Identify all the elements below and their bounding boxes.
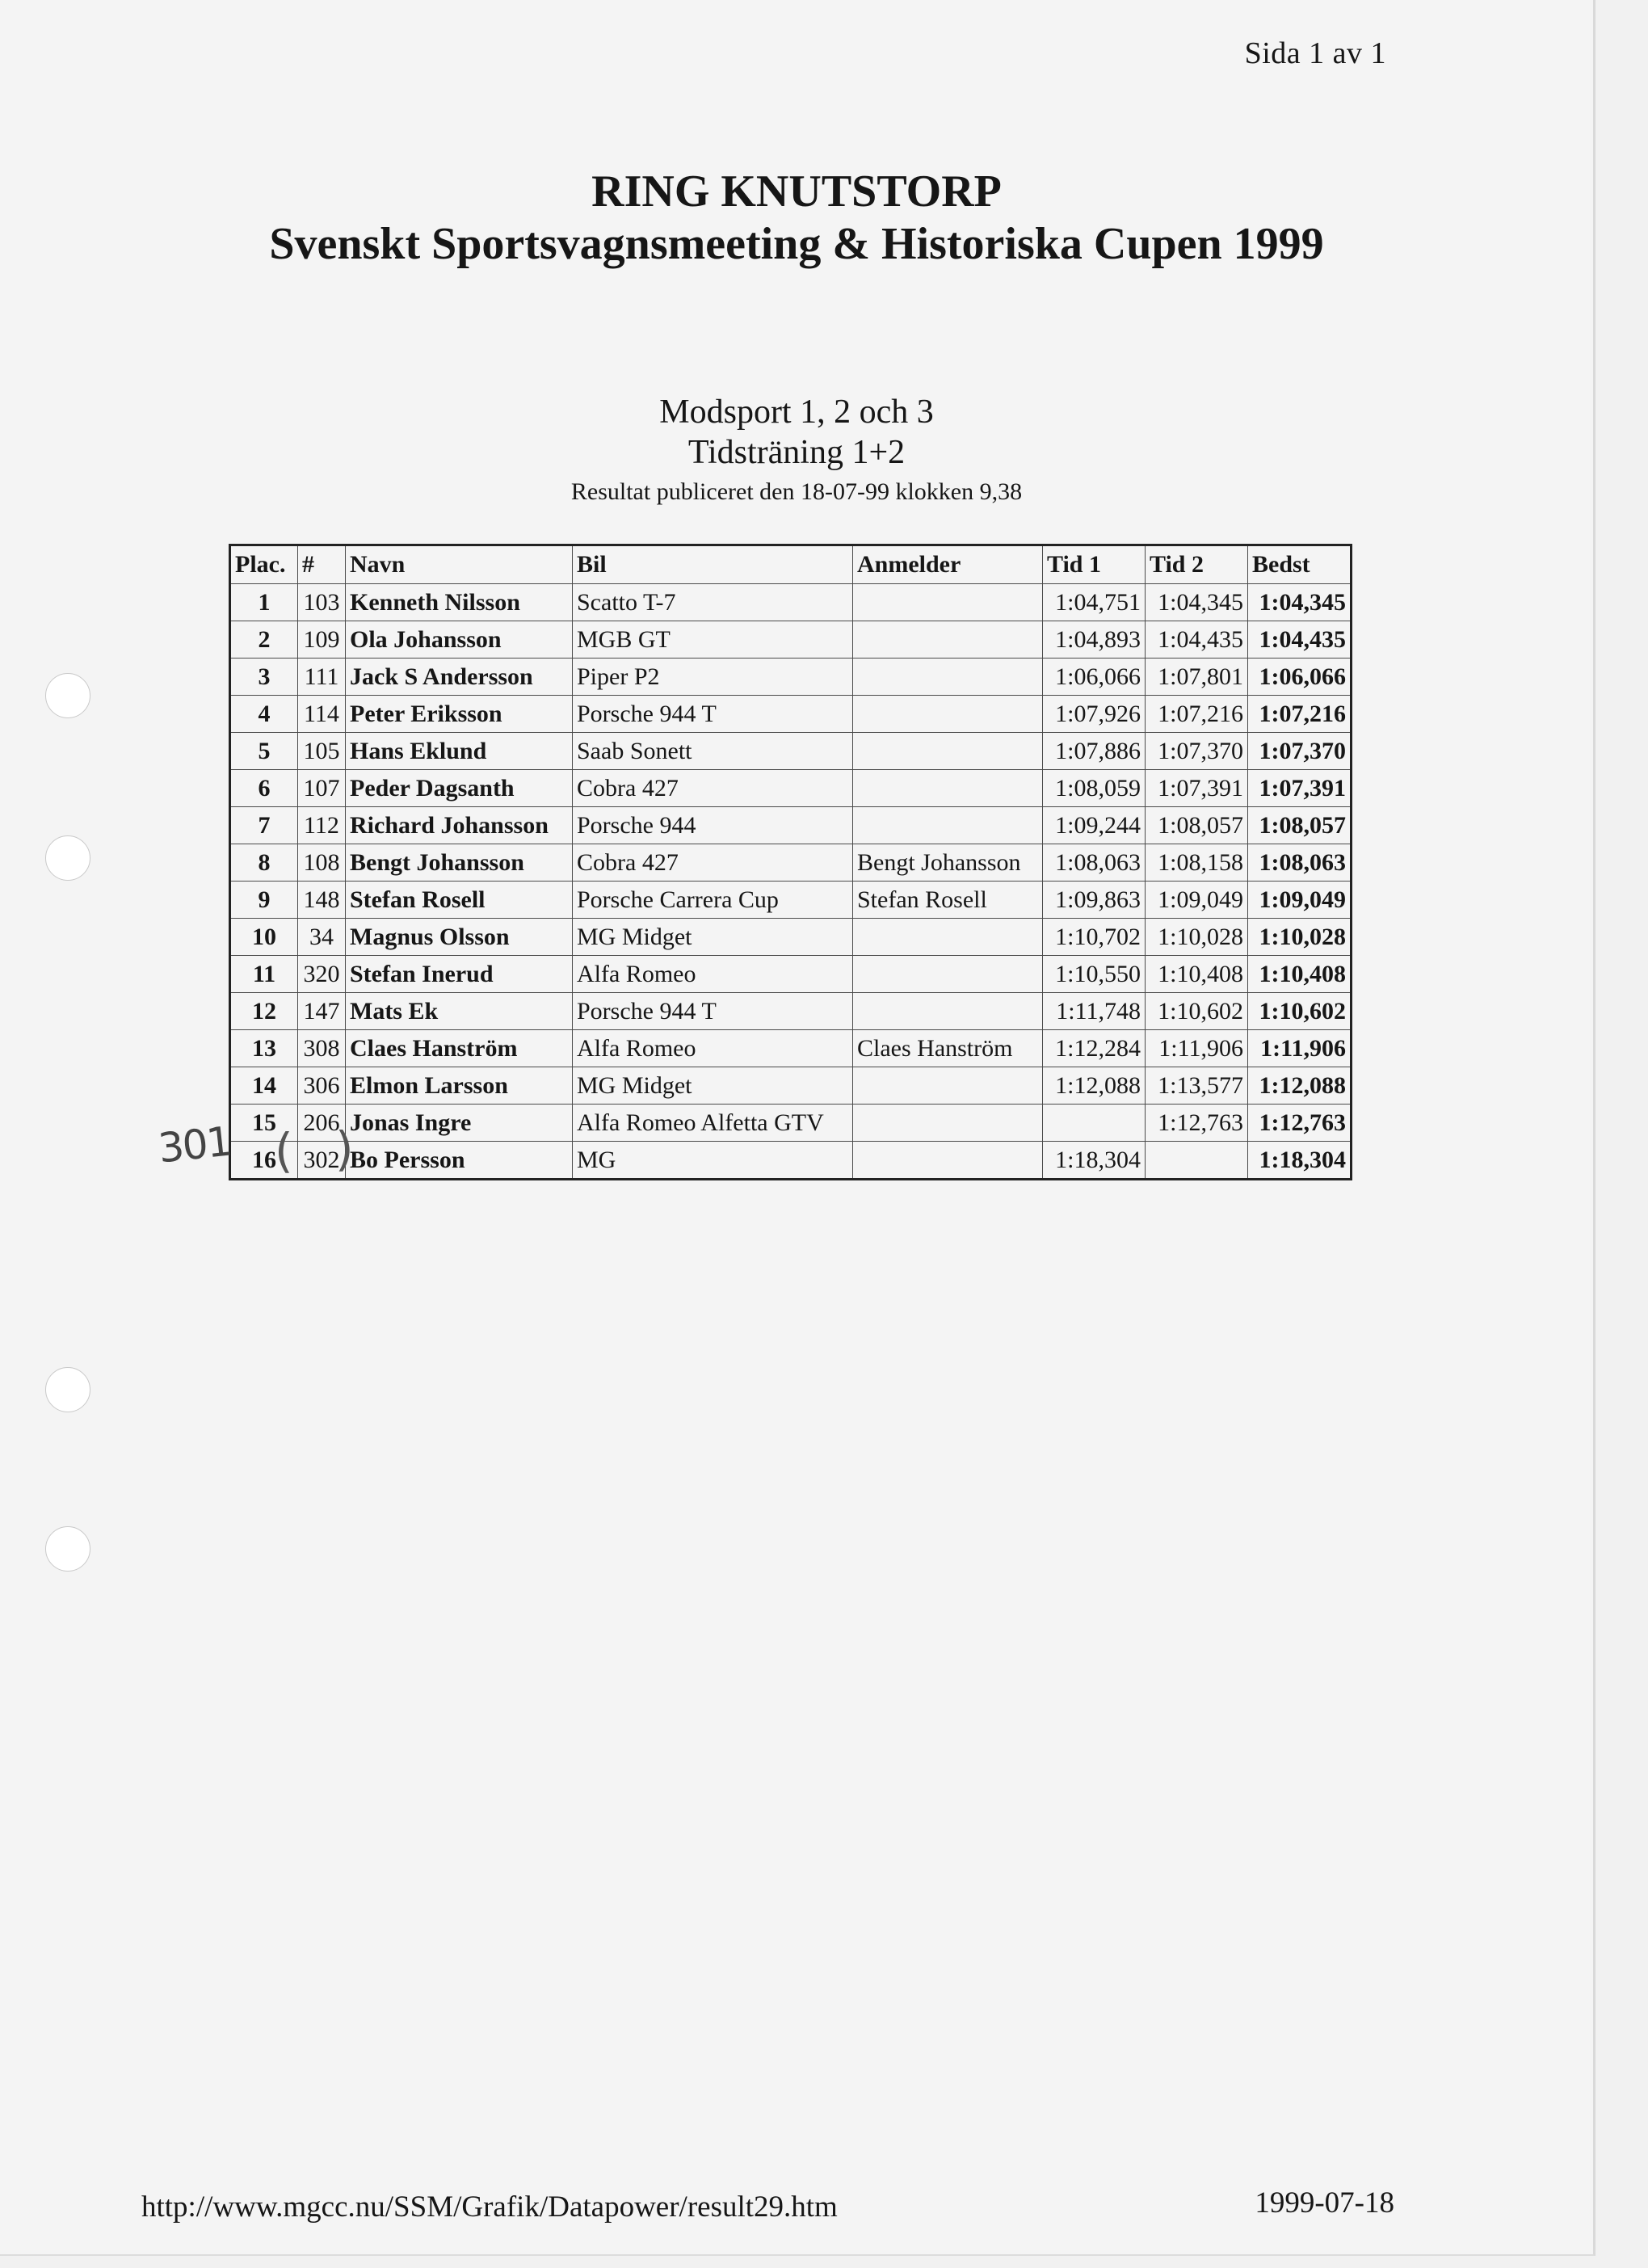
cell-plac: 16 [230,1142,298,1180]
cell-car: MG Midget [573,919,853,956]
cell-time1: 1:07,926 [1043,696,1146,733]
cell-time2: 1:08,057 [1146,807,1248,844]
cell-number: 114 [298,696,346,733]
cell-plac: 6 [230,770,298,807]
cell-car: Porsche 944 [573,807,853,844]
cell-number: 302 [298,1142,346,1180]
handwritten-bracket-left: ( [275,1123,293,1178]
cell-car: Saab Sonett [573,733,853,770]
cell-best: 1:10,602 [1248,993,1352,1030]
cell-name: Bo Persson [346,1142,573,1180]
cell-entrant [853,807,1043,844]
cell-number: 109 [298,621,346,659]
cell-car: MG [573,1142,853,1180]
cell-name: Mats Ek [346,993,573,1030]
cell-plac: 2 [230,621,298,659]
cell-name: Richard Johansson [346,807,573,844]
handwritten-bracket-right: ) [335,1121,354,1176]
col-header-time2: Tid 2 [1146,545,1248,584]
cell-best: 1:10,408 [1248,956,1352,993]
session-name: Tidsträning 1+2 [687,434,906,471]
cell-car: Piper P2 [573,659,853,696]
cell-number: 111 [298,659,346,696]
punch-hole [45,1367,90,1412]
col-header-plac: Plac. [230,545,298,584]
published-note: Resultat publiceret den 18-07-99 klokken 9,38 [570,478,1023,505]
col-header-name: Navn [346,545,573,584]
cell-plac: 5 [230,733,298,770]
session-info [0,392,1593,508]
cell-time2: 1:04,435 [1146,621,1248,659]
cell-number: 206 [298,1105,346,1142]
cell-time2: 1:10,028 [1146,919,1248,956]
table-row [230,1067,1352,1105]
table-row [230,1142,1352,1180]
cell-entrant [853,993,1043,1030]
cell-number: 147 [298,993,346,1030]
cell-car: Scatto T-7 [573,584,853,621]
cell-entrant [853,621,1043,659]
results-table [229,544,1352,1180]
cell-best: 1:11,906 [1248,1030,1352,1067]
cell-number: 107 [298,770,346,807]
cell-plac: 8 [230,844,298,882]
col-header-time1: Tid 1 [1043,545,1146,584]
table-row [230,733,1352,770]
cell-number: 320 [298,956,346,993]
cell-time1: 1:04,751 [1043,584,1146,621]
cell-time2: 1:07,216 [1146,696,1248,733]
cell-entrant [853,584,1043,621]
cell-time2: 1:11,906 [1146,1030,1248,1067]
cell-best: 1:06,066 [1248,659,1352,696]
cell-plac: 12 [230,993,298,1030]
table-row [230,621,1352,659]
cell-plac: 10 [230,919,298,956]
table-row [230,956,1352,993]
cell-car: Cobra 427 [573,844,853,882]
cell-best: 1:04,435 [1248,621,1352,659]
cell-best: 1:12,763 [1248,1105,1352,1142]
cell-car: Alfa Romeo [573,956,853,993]
cell-time1: 1:08,059 [1043,770,1146,807]
cell-number: 34 [298,919,346,956]
cell-time1: 1:04,893 [1043,621,1146,659]
cell-entrant: Claes Hanström [853,1030,1043,1067]
cell-best: 1:04,345 [1248,584,1352,621]
cell-plac: 15 [230,1105,298,1142]
cell-name: Stefan Inerud [346,956,573,993]
cell-time1: 1:09,863 [1043,882,1146,919]
cell-entrant [853,696,1043,733]
cell-entrant [853,1067,1043,1105]
table-row [230,993,1352,1030]
cell-plac: 3 [230,659,298,696]
table-row [230,770,1352,807]
print-date: 1999-07-18 [1255,2186,1394,2220]
cell-time2 [1146,1142,1248,1180]
cell-car: Alfa Romeo Alfetta GTV [573,1105,853,1142]
cell-name: Peter Eriksson [346,696,573,733]
page-number: Sida 1 av 1 [1244,36,1386,70]
class-name: Modsport 1, 2 och 3 [659,393,934,431]
cell-entrant [853,1105,1043,1142]
cell-plac: 11 [230,956,298,993]
table-row [230,807,1352,844]
cell-time2: 1:09,049 [1146,882,1248,919]
cell-time1: 1:08,063 [1043,844,1146,882]
cell-entrant: Bengt Johansson [853,844,1043,882]
cell-name: Jack S Andersson [346,659,573,696]
cell-time1: 1:06,066 [1043,659,1146,696]
cell-time1: 1:07,886 [1043,733,1146,770]
table-row [230,844,1352,882]
cell-number: 112 [298,807,346,844]
cell-time1: 1:12,088 [1043,1067,1146,1105]
cell-name: Claes Hanström [346,1030,573,1067]
cell-plac: 9 [230,882,298,919]
header-row [230,545,1352,584]
cell-time2: 1:10,602 [1146,993,1248,1030]
cell-number: 306 [298,1067,346,1105]
cell-car: Porsche Carrera Cup [573,882,853,919]
cell-entrant [853,919,1043,956]
table-row [230,919,1352,956]
cell-plac: 14 [230,1067,298,1105]
cell-time1: 1:12,284 [1043,1030,1146,1067]
cell-best: 1:07,370 [1248,733,1352,770]
cell-name: Elmon Larsson [346,1067,573,1105]
cell-time1: 1:18,304 [1043,1142,1146,1180]
event-title: RING KNUTSTORP [591,166,1002,217]
cell-car: Alfa Romeo [573,1030,853,1067]
cell-car: Porsche 944 T [573,993,853,1030]
cell-car: Porsche 944 T [573,696,853,733]
cell-time2: 1:04,345 [1146,584,1248,621]
table-row [230,882,1352,919]
cell-name: Magnus Olsson [346,919,573,956]
cell-best: 1:08,057 [1248,807,1352,844]
cell-name: Jonas Ingre [346,1105,573,1142]
results-body [230,584,1352,1180]
cell-time2: 1:10,408 [1146,956,1248,993]
col-header-entrant: Anmelder [853,545,1043,584]
cell-plac: 1 [230,584,298,621]
cell-plac: 7 [230,807,298,844]
cell-entrant [853,770,1043,807]
cell-number: 103 [298,584,346,621]
table-row [230,1030,1352,1067]
cell-best: 1:09,049 [1248,882,1352,919]
cell-car: MGB GT [573,621,853,659]
cell-entrant [853,733,1043,770]
table-row [230,696,1352,733]
cell-name: Peder Dagsanth [346,770,573,807]
col-header-car: Bil [573,545,853,584]
cell-best: 1:10,028 [1248,919,1352,956]
cell-entrant [853,1142,1043,1180]
col-header-number: # [298,545,346,584]
cell-car: Cobra 427 [573,770,853,807]
cell-name: Bengt Johansson [346,844,573,882]
cell-name: Stefan Rosell [346,882,573,919]
table-row [230,659,1352,696]
cell-time2: 1:07,801 [1146,659,1248,696]
cell-best: 1:07,391 [1248,770,1352,807]
punch-hole [45,1526,90,1572]
table-row [230,584,1352,621]
source-url: http://www.mgcc.nu/SSM/Grafik/Datapower/result29.htm [141,2190,838,2224]
table-row [230,1105,1352,1142]
cell-name: Ola Johansson [346,621,573,659]
cell-car: MG Midget [573,1067,853,1105]
cell-time2: 1:13,577 [1146,1067,1248,1105]
cell-best: 1:08,063 [1248,844,1352,882]
cell-entrant: Stefan Rosell [853,882,1043,919]
col-header-best: Bedst [1248,545,1352,584]
cell-number: 148 [298,882,346,919]
cell-entrant [853,659,1043,696]
cell-time2: 1:07,391 [1146,770,1248,807]
cell-best: 1:07,216 [1248,696,1352,733]
cell-number: 308 [298,1030,346,1067]
handwritten-note: 301 [156,1117,233,1172]
punch-hole [45,835,90,881]
event-subtitle: Svenskt Sportsvagnsmeeting & Historiska Cupen 1999 [269,219,1324,269]
cell-time1: 1:09,244 [1043,807,1146,844]
cell-time1: 1:10,550 [1043,956,1146,993]
cell-plac: 13 [230,1030,298,1067]
cell-name: Kenneth Nilsson [346,584,573,621]
title-block [0,166,1593,271]
cell-number: 105 [298,733,346,770]
cell-time1: 1:10,702 [1043,919,1146,956]
cell-time1 [1043,1105,1146,1142]
cell-plac: 4 [230,696,298,733]
cell-entrant [853,956,1043,993]
cell-best: 1:12,088 [1248,1067,1352,1105]
cell-time2: 1:07,370 [1146,733,1248,770]
cell-time2: 1:08,158 [1146,844,1248,882]
cell-number: 108 [298,844,346,882]
cell-name: Hans Eklund [346,733,573,770]
cell-time1: 1:11,748 [1043,993,1146,1030]
cell-best: 1:18,304 [1248,1142,1352,1180]
punch-hole [45,673,90,718]
cell-time2: 1:12,763 [1146,1105,1248,1142]
